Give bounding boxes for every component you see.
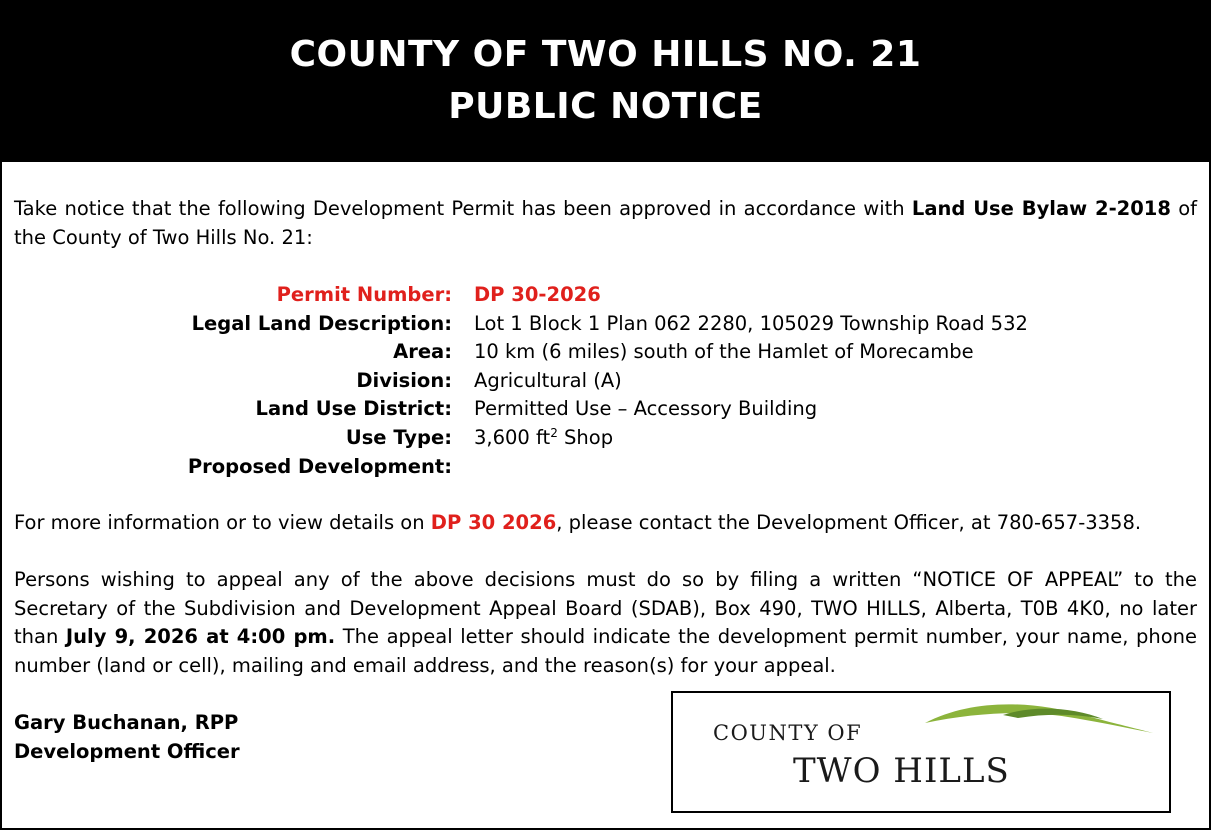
county-logo (671, 691, 1171, 813)
more-info-after: , please contact the Development Officer, at 780-657-3358. (556, 511, 1142, 534)
detail-row-use-type (2, 424, 1209, 453)
appeal-before: Persons wishing to appeal any of the above decisions must do so by filing a written “NOTICE OF APPEAL” to the Secretary of the Subdivision and Development Appeal Board (SDAB), Box 490, TWO HILLS, Alberta, T0B 4K0, no later than (14, 568, 1197, 649)
intro-text-after: of the County of Two Hills No. 21: (14, 197, 1197, 249)
proposed-development-label: Proposed Development: (187, 454, 452, 478)
more-info-permit: DP 30 2026 (430, 511, 557, 534)
permit-number-value: DP 30-2026 (474, 283, 601, 306)
logo-county-of: COUNTY OF (713, 721, 863, 745)
area-value: 10 km (6 miles) south of the Hamlet of Morecambe (474, 340, 974, 364)
signature-name: Gary Buchanan, RPP (14, 711, 239, 734)
division-label: Division: (356, 368, 452, 392)
detail-row-permit-number (2, 281, 1209, 310)
detail-row-division (2, 367, 1209, 396)
appeal-after: The appeal letter should indicate the development permit number, your name, phone number (land or cell), mailing and email address, and the reason(s) for your appeal. (14, 625, 1197, 677)
logo-two-hills: TWO HILLS (793, 751, 1010, 791)
appeal-deadline: July 9, 2026 at 4:00 pm. (65, 625, 336, 649)
use-type-area: 3,600 ft (474, 425, 551, 449)
use-type-label: Use Type: (345, 425, 452, 449)
signature-title: Development Officer (14, 739, 240, 763)
area-label: Area: (393, 340, 452, 364)
permit-details (2, 281, 1209, 481)
land-use-district-label: Land Use District: (255, 397, 452, 421)
bylaw-reference: Land Use Bylaw 2-2018 (911, 197, 1171, 220)
land-use-district-value: Permitted Use – Accessory Building (474, 397, 818, 421)
signature-block (14, 709, 240, 766)
notice-header (2, 2, 1209, 162)
use-type-suffix: Shop (557, 425, 614, 449)
intro-paragraph (14, 195, 1197, 252)
detail-row-area (2, 338, 1209, 367)
more-info-before: For more information or to view details on (14, 511, 431, 534)
county-title: COUNTY OF TWO HILLS NO. 21 (289, 34, 922, 75)
detail-row-legal-land (2, 310, 1209, 339)
detail-row-land-use-district (2, 395, 1209, 424)
use-type-superscript: 2 (550, 425, 558, 440)
appeal-paragraph (14, 566, 1197, 680)
detail-row-proposed-development (2, 453, 1209, 482)
legal-land-value: Lot 1 Block 1 Plan 062 2280, 105029 Township Road 532 (474, 311, 1028, 335)
more-info-paragraph (14, 509, 1197, 538)
permit-number-label: Permit Number: (276, 283, 452, 306)
division-value: Agricultural (A) (474, 368, 622, 392)
use-type-value (474, 424, 613, 453)
legal-land-label: Legal Land Description: (191, 311, 452, 335)
intro-text-before: Take notice that the following Development Permit has been approved in accordance with (14, 197, 912, 220)
notice-title: PUBLIC NOTICE (448, 86, 763, 127)
